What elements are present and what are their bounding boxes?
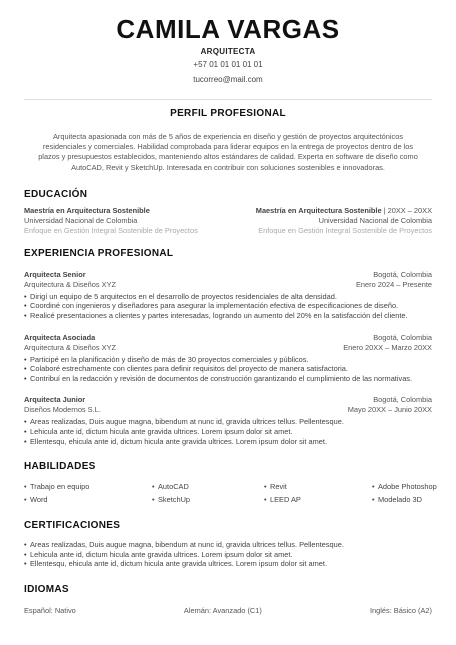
job-bullet: • Coordiné con ingenieros y diseñadores para asegurar la implementación efectiva de especificaciones de diseño. (24, 301, 432, 311)
header-divider (24, 99, 432, 100)
education-section-title: EDUCACIÓN (24, 188, 88, 200)
job-bullet: • Participé en la planificación y diseño de más de 30 proyectos comerciales y públicos. (24, 355, 432, 365)
skills-section-title: HABILIDADES (24, 461, 96, 473)
job-entry (24, 333, 432, 384)
job-dates: Mayo 20XX – Junio 20XX (347, 405, 432, 415)
job-bullet: • Contribuí en la redacción y revisión de documentos de construcción garantizando el cumplimiento de las normativas. (24, 374, 432, 384)
candidate-name: CAMILA VARGAS (116, 14, 340, 44)
job-bullet: • Realicé presentaciones a clientes y partes interesadas, logrando un aumento del 20% en la satisfacción del cliente. (24, 311, 432, 321)
skill-item: • AutoCAD (152, 482, 264, 492)
experience-section (24, 248, 432, 446)
job-bullet: • Ellentesqu, ehicula ante id, dictum hicula ante gravida ultrices. Lorem ipsum dolor sit amet. (24, 437, 432, 447)
skill-item: • SketchUp (152, 495, 264, 505)
languages-section-title: IDIOMAS (24, 583, 69, 595)
certifications-section (24, 520, 432, 569)
skills-section (24, 461, 437, 505)
language-item: Alemán: Avanzado (C1) (183, 605, 262, 615)
skill-item: • Modelado 3D (372, 495, 432, 505)
job-company: Diseños Modernos S.L. (24, 405, 101, 415)
candidate-role: ARQUITECTA (200, 47, 256, 56)
education-degree-left: Maestría en Arquitectura Sostenible (24, 205, 150, 215)
certifications-list (24, 540, 432, 569)
languages-section (24, 584, 432, 616)
job-location: Bogotá, Colombia (373, 269, 432, 279)
job-company: Arquitectura & Diseños XYZ (24, 279, 117, 289)
job-bullet: • Areas realizadas, Duis augue magna, bibendum at nunc id, gravida ultrices tellus. Pellentesque. (24, 417, 432, 427)
skill-item: • Trabajo en equipo (24, 482, 152, 492)
job-position: Arquitecta Junior (24, 395, 86, 405)
language-item: Inglés: Básico (A2) (369, 605, 432, 615)
profile-summary: Arquitecta apasionada con más de 5 años de experiencia en diseño y gestión de proyectos arquitectónicos residenciales y comerciales. Habilidad comprobada para liderar equipos en la entrega de proyectos dentro de los plazos y presupuestos establecidos, manteniendo altos estándares de calidad. Experta en software de diseño como AutoCAD, Revit y SketchUp. Interesada en contribuir con soluciones sostenibles e innovadoras. (38, 132, 418, 172)
job-bullet: • Colaboré estrechamente con clientes para definir requisitos del proyecto de manera satisfactoria. (24, 364, 432, 374)
job-bullets (24, 355, 432, 384)
education-focus-right: Enfoque en Gestión Integral Sostenible de Proyectos (258, 225, 432, 235)
skill-item: • Word (24, 495, 152, 505)
education-section (24, 189, 432, 236)
experience-section-title: EXPERIENCIA PROFESIONAL (24, 247, 174, 259)
job-position: Arquitecta Asociada (24, 332, 96, 342)
skill-item: • Adobe Photoshop (372, 482, 432, 492)
job-location: Bogotá, Colombia (373, 395, 432, 405)
certifications-section-title: CERTIFICACIONES (24, 520, 121, 532)
job-location: Bogotá, Colombia (373, 332, 432, 342)
resume-header (24, 0, 432, 86)
skill-item: • LEED AP (264, 495, 372, 505)
education-focus-left: Enfoque en Gestión Integral Sostenible de Proyectos (24, 225, 198, 235)
certification-item: • Areas realizadas, Duis augue magna, bibendum at nunc id, gravida ultrices tellus. Pellentesque. (24, 540, 432, 550)
job-bullet: • Dirigí un equipo de 5 arquitectos en el desarrollo de proyectos residenciales de alta densidad. (24, 292, 432, 302)
profile-section-title: PERFIL PROFESIONAL (170, 108, 286, 119)
job-dates: Enero 20XX – Marzo 20XX (343, 342, 432, 352)
contact-email: tucorreo@mail.com (193, 75, 263, 84)
job-entry (24, 270, 432, 321)
job-bullets (24, 292, 432, 321)
job-position: Arquitecta Senior (24, 269, 86, 279)
education-school-left: Universidad Nacional de Colombia (24, 215, 138, 225)
certification-item: • Ellentesqu, ehicula ante id, dictum hicula ante gravida ultrices. Lorem ipsum dolor sit amet. (24, 559, 432, 569)
job-bullets (24, 417, 432, 446)
skill-item: • Revit (264, 482, 372, 492)
job-company: Arquitectura & Diseños XYZ (24, 342, 117, 352)
contact-phone: +57 01 01 01 01 01 (193, 60, 263, 69)
education-degree-right: Maestría en Arquitectura Sostenible (255, 205, 382, 215)
language-item: Español: Nativo (24, 605, 76, 615)
education-school-right: Universidad Nacional de Colombia (318, 215, 432, 225)
job-bullet: • Lehicula ante id, dictum hicula ante gravida ultrices. Lorem ipsum dolor sit amet. (24, 427, 432, 437)
certification-item: • Lehicula ante id, dictum hicula ante gravida ultrices. Lorem ipsum dolor sit amet. (24, 550, 432, 560)
job-dates: Enero 2024 – Presente (355, 279, 432, 289)
job-entry (24, 395, 432, 446)
languages-list (24, 606, 432, 616)
skills-list (24, 482, 437, 505)
education-dates: | 20XX – 20XX (381, 205, 432, 215)
